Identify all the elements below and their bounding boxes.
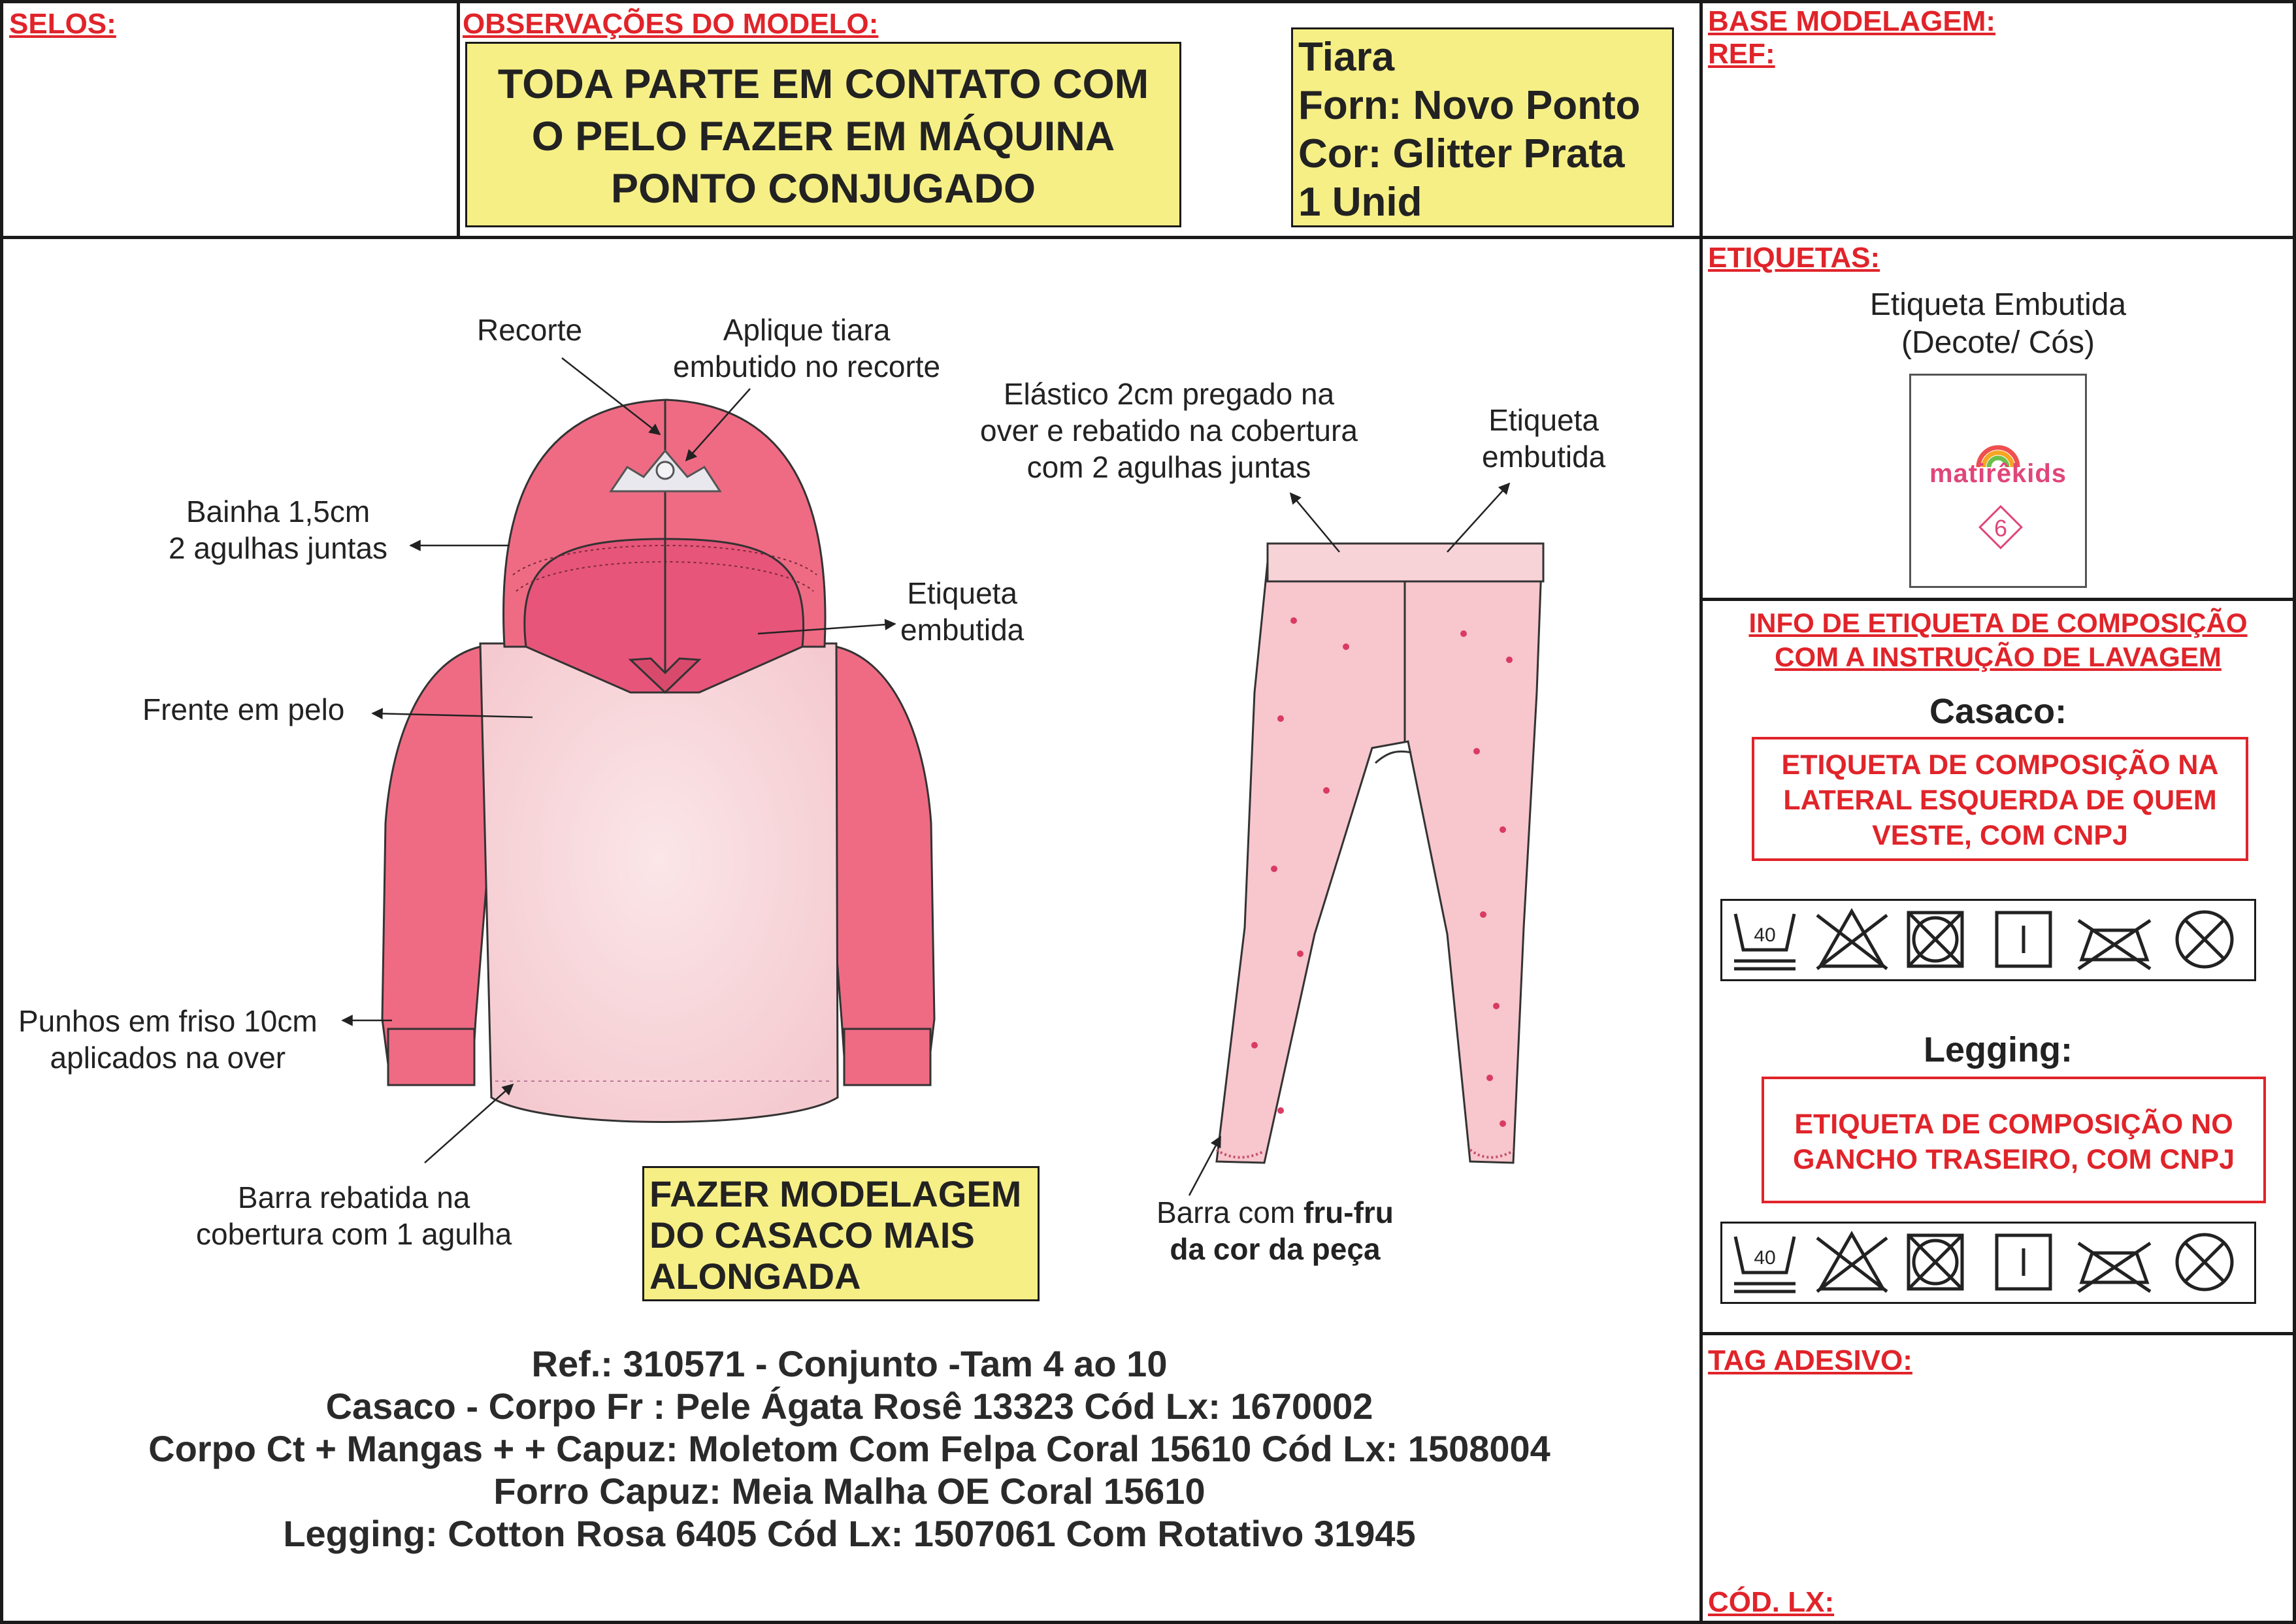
etiqueta-casaco-line-1: Etiqueta: [907, 576, 1018, 610]
etiqueta-legging-line-1: Etiqueta: [1488, 403, 1599, 437]
etiqueta-embutida-text: [1703, 286, 2293, 362]
base-modelagem-label: BASE MODELAGEM:: [1708, 5, 1995, 37]
casaco-box-line-1: ETIQUETA DE COMPOSIÇÃO NA: [1781, 749, 2219, 781]
observacao-line-3: PONTO CONJUGADO: [611, 166, 1036, 212]
bainha-line-2: 2 agulhas juntas: [169, 531, 388, 565]
info-line-2: COM A INSTRUÇÃO DE LAVAGEM: [1775, 641, 2222, 672]
right-cuff: [844, 1029, 930, 1085]
ref-line-1: Ref.: 310571 - Conjunto -Tam 4 ao 10: [531, 1343, 1168, 1384]
care-symbols-1: [1722, 901, 2254, 979]
elastico-line-3: com 2 agulhas juntas: [1026, 450, 1311, 484]
tiara-line-4: 1 Unid: [1298, 180, 1422, 225]
casaco-care-symbols: [1720, 899, 2256, 981]
border-right: [2293, 0, 2296, 1624]
barra-casaco-line-2: cobertura com 1 agulha: [196, 1217, 512, 1251]
legging-title: Legging:: [1924, 1030, 2073, 1069]
ref-line-3: Corpo Ct + Mangas + + Capuz: Moletom Com Felpa Coral 15610 Cód Lx: 1508004: [148, 1428, 1550, 1469]
aplique-line-2: embutido no recorte: [673, 349, 941, 383]
bainha-line-1: Bainha 1,5cm: [186, 495, 370, 528]
sidebar-h3: [1701, 1332, 2296, 1335]
sidebar-h1: [1701, 236, 2296, 239]
cod-lx-label: CÓD. LX:: [1708, 1586, 1835, 1618]
care-symbols-2: [1722, 1224, 2254, 1302]
recorte-label: Recorte: [477, 313, 583, 347]
ref-label: REF:: [1708, 38, 1775, 70]
border-bottom: [0, 1621, 2296, 1624]
frente-label: Frente em pelo: [142, 692, 345, 726]
ref-line-5: Legging: Cotton Rosa 6405 Cód Lx: 1507061 Com Rotativo 31945: [283, 1513, 1416, 1554]
etiquetas-label: ETIQUETAS:: [1708, 242, 1880, 274]
barra-legging-prefix: Barra com: [1156, 1195, 1304, 1229]
elastico-line-1: Elástico 2cm pregado na: [1003, 377, 1335, 411]
selos-label: SELOS:: [9, 8, 116, 40]
left-sleeve: [382, 647, 491, 1084]
legging-box-line-2: GANCHO TRASEIRO, COM CNPJ: [1792, 1144, 2235, 1175]
aplique-line-1: Aplique tiara: [723, 313, 891, 347]
casaco-box-line-3: VESTE, COM CNPJ: [1872, 820, 2128, 851]
right-sleeve: [827, 647, 934, 1084]
info-etiqueta-label: [1703, 606, 2293, 674]
barra-casaco-line-1: Barra rebatida na: [237, 1180, 470, 1214]
sidebar-h2: [1701, 598, 2296, 601]
legging-box-line-1: ETIQUETA DE COMPOSIÇÃO NO: [1794, 1109, 2233, 1140]
legging-body: [1217, 549, 1542, 1163]
etiqueta-casaco-label: [900, 575, 1024, 648]
fazer-line-2: DO CASACO MAIS: [649, 1214, 975, 1256]
aplique-label: [673, 312, 940, 385]
observacao-line-2: O PELO FAZER EM MÁQUINA: [531, 114, 1115, 159]
wash-temp-1: 40: [1754, 924, 1776, 946]
observacao-line-1: TODA PARTE EM CONTATO COM: [497, 61, 1149, 107]
punhos-line-2: aplicados na over: [50, 1041, 286, 1075]
elastico-line-2: over e rebatido na cobertura: [980, 414, 1358, 447]
casaco-title: Casaco:: [1929, 692, 2067, 731]
size-number: 6: [1993, 515, 2008, 542]
legging-drawing: [1217, 544, 1543, 1163]
bainha-label: [169, 493, 387, 566]
legging-care-symbols: [1720, 1222, 2256, 1304]
fur-body: [480, 643, 838, 1122]
logo-text: matirêkids: [1929, 459, 2067, 488]
fazer-line-1: FAZER MODELAGEM: [649, 1173, 1022, 1214]
etiqueta-legging-line-2: embutida: [1482, 440, 1606, 474]
ref-line-4: Forro Capuz: Meia Malha OE Coral 15610: [493, 1470, 1205, 1512]
barra-legging-bold-2: da cor da peça: [1170, 1232, 1381, 1266]
etiqueta-legging-label: [1482, 402, 1605, 475]
observacoes-label: OBSERVAÇÕES DO MODELO:: [463, 8, 879, 40]
barra-legging-label: [1156, 1194, 1394, 1267]
barra-legging-bold-1: fru-fru: [1303, 1195, 1394, 1229]
wash-temp-2: 40: [1754, 1247, 1776, 1269]
casaco-composition-box: [1752, 737, 2248, 861]
tiara-line-1: Tiara: [1298, 35, 1395, 80]
casaco-box-line-2: LATERAL ESQUERDA DE QUEM: [1783, 785, 2217, 816]
brand-label-card: [1909, 374, 2087, 588]
fazer-modelagem-box: [642, 1166, 1040, 1301]
legging-waistband: [1268, 544, 1543, 581]
sidebar-divider: [1699, 0, 1703, 1624]
etiqueta-embutida-line-2: (Decote/ Cós): [1901, 325, 2095, 360]
etiqueta-embutida-line-1: Etiqueta Embutida: [1869, 287, 2127, 322]
hoodie-drawing: [382, 400, 934, 1122]
tiara-line-2: Forn: Novo Ponto: [1298, 83, 1641, 128]
etiqueta-casaco-line-2: embutida: [900, 613, 1025, 647]
fazer-line-3: ALONGADA: [649, 1256, 861, 1297]
info-line-1: INFO DE ETIQUETA DE COMPOSIÇÃO: [1748, 608, 2248, 638]
tag-adesivo-label: TAG ADESIVO:: [1708, 1344, 1912, 1376]
punhos-label: [18, 1003, 318, 1076]
left-cuff: [388, 1029, 474, 1085]
barra-casaco-label: [196, 1179, 512, 1252]
legging-composition-box: [1762, 1077, 2266, 1203]
ref-line-2: Casaco - Corpo Fr : Pele Ágata Rosê 13323 Cód Lx: 1670002: [325, 1386, 1373, 1427]
elastico-label: [980, 376, 1358, 485]
tiara-line-3: Cor: Glitter Prata: [1298, 131, 1625, 176]
punhos-line-1: Punhos em friso 10cm: [18, 1004, 318, 1038]
